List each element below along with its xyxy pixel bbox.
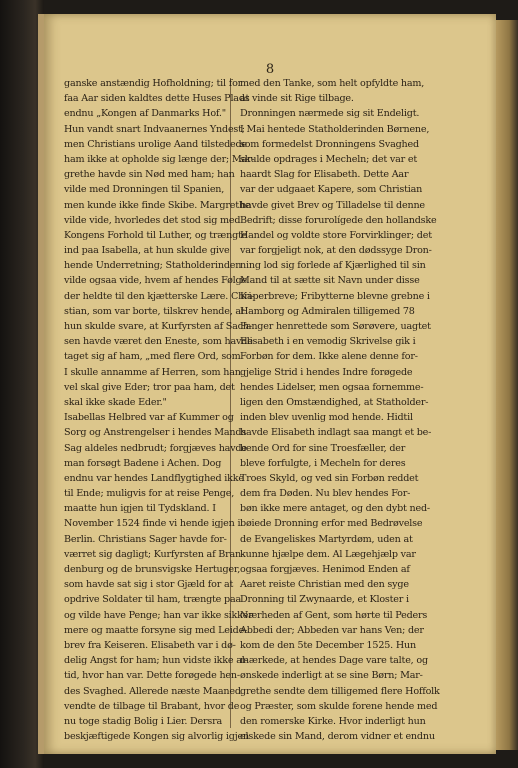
- text-line: ham ikke at opholde sig længe der; Mar-: [64, 153, 255, 165]
- text-line: grethe havde sin Nød med ham; han: [64, 169, 235, 181]
- text-line: hende Underretning; Statholderinden: [64, 260, 242, 272]
- text-line: men Christians urolige Aand tilstedede: [64, 138, 247, 150]
- text-line: og Præster, som skulde forene hende med: [240, 700, 438, 712]
- text-line: skal ikke skade Eder.": [64, 396, 167, 408]
- text-line: ind paa Isabella, at hun skulde give: [64, 245, 230, 257]
- text-line: Mand til at sætte sit Navn under disse: [240, 275, 420, 287]
- text-line: de Evangeliskes Martyrdøm, uden at: [240, 533, 413, 545]
- text-line: Isabellas Helbred var af Kummer og: [64, 412, 234, 424]
- text-line: Hun vandt snart Indvaanernes Yndest;: [64, 123, 245, 135]
- text-line: hendes Lidelser, men ogsaa fornemme-: [240, 381, 424, 393]
- text-line: vilde med Dronningen til Spanien,: [64, 184, 225, 196]
- text-line: I Mai hentede Statholderinden Børnene,: [240, 123, 430, 135]
- text-line: Elisabeth i en vemodig Skrivelse gik i: [240, 336, 416, 348]
- text-line: hun skulde svare, at Kurfyrsten af Sach-: [64, 321, 252, 332]
- text-line: kom de den 5te December 1525. Hun: [240, 639, 416, 651]
- text-line: denburg og de brunsvigske Hertuger,: [64, 564, 241, 575]
- text-line: at vinde sit Rige tilbage.: [240, 93, 354, 105]
- text-line: havde givet Brev og Tilladelse til denne: [240, 199, 425, 211]
- text-line: November 1524 finde vi hende igjen i: [64, 518, 241, 530]
- text-line: bende Ord for sine Troesfæller, der: [240, 442, 406, 454]
- text-line: mere og maatte forsyne sig med Leide-: [64, 624, 248, 636]
- text-line: dem fra Døden. Nu blev hendes For-: [240, 488, 411, 500]
- text-line: Aaret reiste Christian med den syge: [240, 579, 409, 591]
- text-line: var der udgaaet Kapere, som Christian: [240, 184, 423, 196]
- text-line: vilde ogsaa vide, hvem af hendes Følge: [64, 275, 247, 287]
- text-line: taget sig af ham, „med flere Ord, som: [64, 351, 241, 363]
- text-line: bøn ikke mere antaget, og den dybt ned-: [240, 503, 430, 515]
- text-line: Sag aldeles nedbrudt; forgjæves havde: [64, 442, 247, 454]
- left-text-column: [64, 76, 255, 744]
- text-line: Forbøn for dem. Ikke alene denne for-: [240, 351, 418, 363]
- text-line: endnu var hendes Landflygtighed ikke: [64, 472, 244, 484]
- text-line: der heldte til den kjætterske Lære. Chri-: [64, 290, 255, 302]
- text-line: beskjæftigede Kongen sig alvorlig igjen: [64, 731, 249, 743]
- text-line: Berlin. Christians Sager havde for-: [64, 533, 227, 545]
- text-line: inden blev uvenlig mod hende. Hidtil: [240, 412, 413, 424]
- text-line: skulde opdrages i Mecheln; det var et: [240, 153, 418, 165]
- text-line: tid, hvor han var. Dette forøgede hen-: [64, 670, 240, 682]
- text-line: opdrive Soldater til ham, trængte paa: [64, 594, 241, 606]
- text-line: I skulle annamme af Herren, som han: [64, 366, 241, 378]
- next-leaf-edge: [496, 20, 518, 750]
- text-line: som havde sat sig i stor Gjæld for at: [64, 579, 234, 591]
- text-line: Abbedi der; Abbeden var hans Ven; der: [240, 624, 424, 636]
- text-line: Bedrift; disse forurolígede den hollandske: [240, 214, 437, 226]
- text-line: stian, som var borte, tilskrev hende, at: [64, 305, 245, 317]
- text-line: Hamborg og Admiralen tilligemed 78: [240, 305, 415, 317]
- text-line: ogsaa forgjæves. Henimod Enden af: [240, 564, 410, 575]
- text-line: sen havde været den Eneste, som havde: [64, 336, 253, 348]
- text-line: gjelige Strid i hendes Indre forøgede: [240, 366, 413, 378]
- text-line: ning lod sig forlede af Kjærlighed til sin: [240, 260, 426, 272]
- text-line: Fanger henrettede som Sørøvere, uagtet: [240, 321, 431, 332]
- text-line: maatte hun igjen til Tydskland. I: [64, 503, 216, 515]
- text-line: ganske anstændig Hofholdning; til for: [64, 78, 243, 89]
- text-line: og vilde have Penge; han var ikke sikker: [64, 609, 253, 621]
- text-line: vel skal give Eder; tror paa ham, det: [64, 381, 235, 393]
- text-line: brev fra Keiseren. Elisabeth var i dø-: [64, 639, 236, 651]
- text-line: var forgjeligt nok, at den dødssyge Dron-: [240, 245, 432, 257]
- text-line: vilde vide, hvorledes det stod sig med: [64, 214, 241, 226]
- text-line: mærkede, at hendes Dage vare talte, og: [240, 655, 428, 667]
- text-line: Sorg og Anstrengelser i hendes Mands: [64, 427, 247, 439]
- text-line: haardt Slag for Elisabeth. Dette Aar: [240, 169, 409, 181]
- text-line: den romerske Kirke. Hvor inderligt hun: [240, 715, 426, 727]
- text-line: Kongens Forhold til Luther, og trængte: [64, 229, 248, 241]
- text-line: Troes Skyld, og ved sin Forbøn reddet: [240, 472, 419, 484]
- text-line: til Ende; muligvis for at reise Penge,: [64, 488, 235, 500]
- text-line: man forsøgt Badene i Achen. Dog: [64, 457, 222, 469]
- text-line: des Svaghed. Allerede næste Maaned: [64, 685, 241, 697]
- text-line: havde Elisabeth indlagt saa mangt et be-: [240, 427, 432, 439]
- text-line: bleve forfulgte, i Mecheln for deres: [240, 457, 406, 469]
- text-line: Nærheden af Gent, som hørte til Peders: [240, 609, 428, 621]
- text-line: men kunde ikke finde Skibe. Margrethe: [64, 199, 251, 211]
- text-line: kunne hjælpe dem. Al Lægehjælp var: [240, 548, 416, 560]
- text-line: værret sig dagligt; Kurfyrsten af Bran-: [64, 548, 245, 560]
- page-number: 8: [265, 62, 275, 77]
- text-line: vendte de tilbage til Brabant, hvor de: [64, 700, 240, 712]
- text-line: faa Aar siden kaldtes dette Huses Plads: [64, 93, 250, 105]
- text-line: Kaperbreve; Fribytterne blevne grebne i: [240, 290, 430, 302]
- right-text-column: [240, 76, 440, 744]
- text-line: Handel og voldte store Forvirklinger; det: [240, 229, 432, 241]
- text-line: ønskede inderligt at se sine Børn; Mar-: [240, 670, 423, 682]
- text-line: delig Angst for ham; hun vidste ikke al-: [64, 655, 248, 667]
- text-line: Dronning til Zwynaarde, et Kloster i: [240, 594, 409, 606]
- text-line: elskede sin Mand, derom vidner et endnu: [240, 731, 435, 743]
- text-line: som formedelst Dronningens Svaghed: [240, 138, 419, 150]
- text-line: ligen den Omstændighed, at Statholder-: [240, 396, 429, 408]
- text-line: endnu „Kongen af Danmarks Hof.": [64, 108, 226, 120]
- text-line: grethe sendte dem tilligemed flere Hoffolk: [240, 685, 440, 697]
- text-line: nu toge stadig Bolig i Lier. Dersra: [64, 715, 223, 727]
- text-line: Dronningen nærmede sig sit Endeligt.: [240, 108, 420, 120]
- text-line: med den Tanke, som helt opfyldte ham,: [240, 78, 425, 89]
- text-line: bøiede Dronning erfor med Bedrøvelse: [240, 518, 423, 530]
